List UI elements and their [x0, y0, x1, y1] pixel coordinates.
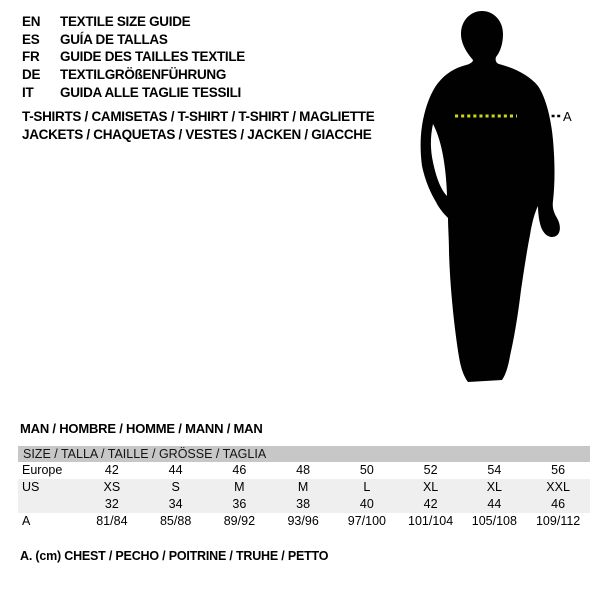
table-cell: 105/108	[471, 514, 517, 528]
language-row	[22, 48, 245, 66]
table-cell: M	[234, 480, 245, 494]
table-cell: 85/88	[159, 514, 192, 528]
language-code: DE	[22, 67, 41, 83]
table-cell: 42	[423, 497, 438, 511]
language-title: TEXTILE SIZE GUIDE	[60, 14, 191, 30]
table-cell: 44	[168, 463, 183, 477]
language-code: ES	[22, 31, 40, 47]
table-cell: XL	[422, 480, 439, 494]
table-cell: M	[297, 480, 309, 494]
category-line-tshirts: T-SHIRTS / CAMISETAS / T-SHIRT / T-SHIRT / MAGLIETTE	[22, 109, 375, 124]
language-title: GUIDA ALLE TAGLIE TESSILI	[60, 84, 241, 100]
table-cell: 48	[296, 463, 311, 477]
table-header: SIZE / TALLA / TAILLE / GRÖSSE / TAGLIA	[18, 446, 590, 462]
table-cell: 46	[232, 463, 247, 477]
row-label: A	[22, 514, 31, 528]
row-label: US	[22, 480, 40, 494]
table-cell: 81/84	[96, 514, 128, 528]
table-cell: 101/104	[408, 514, 454, 528]
table-cell: 34	[168, 497, 183, 511]
language-row	[22, 83, 245, 101]
footnote: A. (cm) CHEST / PECHO / POITRINE / TRUHE / PETTO	[20, 549, 329, 563]
table-cell: 36	[232, 497, 247, 511]
table-row-europe	[18, 462, 590, 479]
language-code: EN	[22, 14, 41, 30]
table-cell: 109/112	[535, 514, 581, 528]
category-line-jackets: JACKETS / CHAQUETAS / VESTES / JACKEN / GIACCHE	[22, 126, 372, 142]
language-row	[22, 66, 245, 84]
table-cell: 42	[104, 463, 119, 477]
table-cell: 52	[423, 463, 438, 477]
table-cell: 44	[487, 497, 502, 511]
table-cell: 32	[104, 497, 119, 511]
table-cell: S	[171, 480, 180, 494]
table-cell: XL	[486, 480, 503, 494]
row-label	[18, 496, 80, 513]
man-silhouette-figure	[410, 8, 580, 388]
size-table	[18, 446, 590, 530]
language-title: GUÍA DE TALLAS	[60, 31, 168, 47]
table-cell: 56	[551, 463, 566, 477]
table-cell: L	[363, 480, 371, 494]
man-silhouette	[421, 11, 560, 382]
table-cell: 40	[359, 497, 374, 511]
language-code: IT	[22, 84, 34, 100]
language-list	[22, 13, 245, 101]
measure-a-label: A	[563, 109, 572, 124]
table-cell: 89/92	[223, 514, 256, 528]
table-cell: XS	[103, 480, 121, 494]
table-cell: XXL	[546, 480, 570, 494]
language-row	[22, 31, 245, 49]
table-cell: 50	[359, 463, 374, 477]
language-title: TEXTILGRÖßENFÜHRUNG	[60, 67, 227, 83]
table-cell: 54	[487, 463, 502, 477]
table-cell: 46	[551, 497, 566, 511]
section-title: MAN / HOMBRE / HOMME / MANN / MAN	[20, 421, 263, 436]
table-row-us	[18, 479, 590, 496]
table-row-alt-sizes	[18, 496, 590, 513]
language-row	[22, 13, 245, 31]
language-title: GUIDE DES TAILLES TEXTILE	[60, 49, 246, 65]
table-row-chest-cm	[18, 513, 590, 530]
table-cell: 97/100	[347, 514, 386, 528]
row-label: Europe	[22, 463, 63, 477]
table-cell: 38	[296, 497, 311, 511]
language-code: FR	[22, 49, 40, 65]
table-cell: 93/96	[287, 514, 319, 528]
category-lines	[22, 108, 374, 143]
